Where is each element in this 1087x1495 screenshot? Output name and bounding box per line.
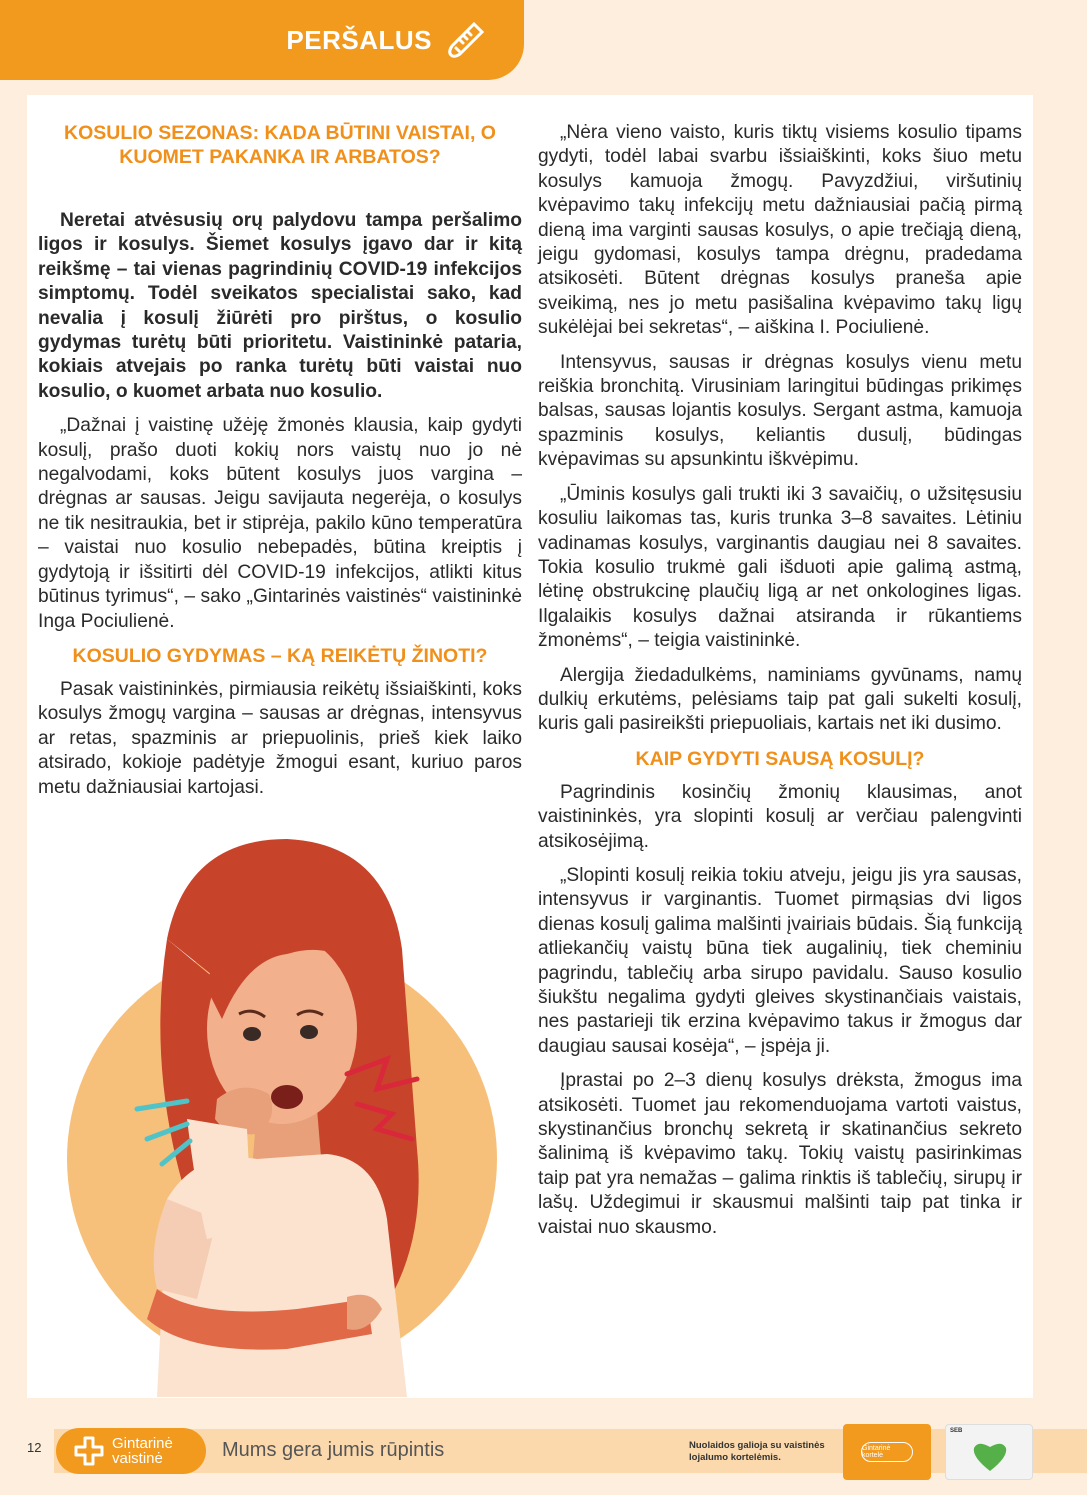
paragraph: „Dažnai į vaistinę užėję žmonės klausia, kaip gydyti kosulį, prašo duoti kokių nors vaistų nuo jo nė negalvodami, koks būtent kosulys juos vargina – drėgnas ar sausas. Jeigu savijauta negerėja, o kosulys ne tik nesitraukia, bet ir stiprėja, pakilo kūno temperatūra – vaistai nuo kosulio nebepadės, būtina kreiptis į gydytoją ir išsitirti dėl COVID-19 infekcijos, atlikti kitus būtinus tyrimus“, – sako „Gintarinės vaistinės“ vaistininkė Inga Pociulienė. <box>38 415 522 632</box>
slogan: Mums gera jumis rūpintis <box>222 1439 445 1461</box>
gintarine-logo[interactable] <box>56 1428 206 1474</box>
paragraph: Įprastai po 2–3 dienų kosulys drėksta, žmogus ima atsikosėti. Tuomet jau rekomenduojama vartoti vaistus, skystinančius bronchų sekretą ir skatinančius sekreto šalinimą iš kvėpavimo takų. Tokių vaistų pasirinkimas taip pat yra nemažas – galima rinktis iš tablečių, sirupų ir lašų. Uždegimui ir skausmui malšinti taip pat tinka ir vaistai nuo skausmo. <box>538 1070 1022 1238</box>
logo-line-1: Gintarinė <box>112 1435 173 1452</box>
paragraph: „Ūminis kosulys gali trukti iki 3 savaičių, o užsitęsusiu kosuliu laikomas tas, kuris trunka 3–8 savaites. Lėtiniu vadinamas kosulys, varginantis daugiau nei 8 savaites. Tokia kosulio trukmė gali išduoti apie galimą astmą, lėtinę obstrukcinę plaučių ligą ar net onkologines ligas. Ilgalaikis kosulys dažnai atsiranda ir rūkantiems žmonėms“, – teigia vaistininkė. <box>538 483 1022 652</box>
paragraph: Pasak vaistininkės, pirmiausia reikėtų išsiaiškinti, koks kosulys žmogų vargina – sausas ar drėgnas, intensyvus ar retas, spazminis ar priepuolinis, prieš kiek laiko atsirado, kokioje padėtyje žmogui esant, kuriuo paros metu dažniausiai kartojasi. <box>38 678 522 798</box>
article-lead: Neretai atvėsusių orų palydovu tampa peršalimo ligos ir kosulys. Šiemet kosulys įgavo dar ir kitą reikšmę – tai vienas pagrindinių COVID-19 infekcijos simptomų. Todėl sveikatos specialistai sako, kad nevalia į kosulį žiūrėti pro pirštus, o kosulio gydymas turėtų būti prioritetu. Vaistininkė pataria, kokiais atvejais po ranka turėtų būti vaistai nuo kosulio, o kuomet arbata nuo kosulio. <box>38 210 522 402</box>
cross-logo-icon <box>74 1436 104 1466</box>
logo-line-2: vaistinė <box>112 1450 163 1467</box>
page-number: 12 <box>27 1440 42 1455</box>
section-tab <box>0 0 524 80</box>
section-title: PERŠALUS <box>286 24 432 55</box>
heart-icon <box>970 1439 1010 1473</box>
heading-dry-cough: KAIP GYDYTI SAUSĄ KOSULĮ? <box>635 747 925 770</box>
logo-text <box>112 1436 173 1466</box>
left-column <box>38 121 522 810</box>
coughing-woman-illustration <box>47 819 517 1397</box>
right-column <box>538 121 1022 1250</box>
article-title: KOSULIO SEZONAS: KADA BŪTINI VAISTAI, O KUOMET PAKANKA IR ARBATOS? <box>64 122 496 168</box>
card-label: Gintarinė kortelė <box>861 1442 913 1462</box>
loyalty-card-orange <box>843 1424 931 1480</box>
paragraph: Pagrindinis kosinčių žmonių klausimas, anot vaistininkės, yra slopinti kosulį ar verčiau palengvinti atsikosėjimą. <box>538 781 1022 852</box>
loyalty-card-seb <box>945 1424 1033 1480</box>
paragraph: „Slopinti kosulį reikia tokiu atveju, jeigu jis yra sausas, intensyvus ir varginantis. Tuomet pirmąsias dvi ligos dienas kosulį galima malšinti įvairiais būdais. Šią funkciją atliekančių vaistų būna tiek augalinių, tiek cheminiu pagrindu, tablečių arba sirupo pavidalu. Sauso kosulio šiukštu negalima gydyti gleives skystinančiais vaistais, nes pastarieji tik erzina kvėpavimo takus ir žmogus dar daugiau sausai kosėja“, – įspėja ji. <box>538 864 1022 1057</box>
article-panel <box>27 95 1033 1398</box>
paragraph: Intensyvus, sausas ir drėgnas kosulys vienu metu reiškia bronchitą. Virusiniam laringitui būdingas prikimęs balsas, sausas lojantis kosulys. Sergant astma, kamuoja spazminis kosulys, keliantis dusulį, būdingas kvėpavimas su apsunkintu iškvėpimu. <box>538 351 1022 471</box>
paragraph: Alergija žiedadulkėms, naminiams gyvūnams, namų dulkių erkutėms, pelėsiams taip pat gali sukelti kosulį, kuris gali pasireikšti priepuoliais, kartais net iki dusimo. <box>538 664 1022 735</box>
heading-treatment: KOSULIO GYDYMAS – KĄ REIKĖTŲ ŽINOTI? <box>72 644 488 667</box>
footer <box>0 1424 1087 1495</box>
thermometer-icon <box>446 20 486 60</box>
footer-bar <box>54 1429 1087 1473</box>
paragraph: „Nėra vieno vaisto, kuris tiktų visiems kosulio tipams gydyti, todėl labai svarbu išsiaiškinti, koks šiuo metu kosulys kamuoja žmogų. Pavyzdžiui, viršutinių kvėpavimo takų infekcijų metu dažniausiai pačią pirmą dieną ima varginti sausas kosulys, o apie trečiąją dieną, jeigu gydomasi, kosulys tampa drėgnu, pradedama atsikosėti. Būtent drėgnas kosulys praneša apie sveikimą, nes jo metu pasišalina kvėpavimo takų ligų sukėlėjai bei sekretas“, – aiškina I. Pociulienė. <box>538 122 1022 339</box>
loyalty-note: Nuolaidos galioja su vaistinės lojalumo kortelėmis. <box>689 1440 825 1463</box>
card-brand: SEB <box>950 1428 963 1434</box>
